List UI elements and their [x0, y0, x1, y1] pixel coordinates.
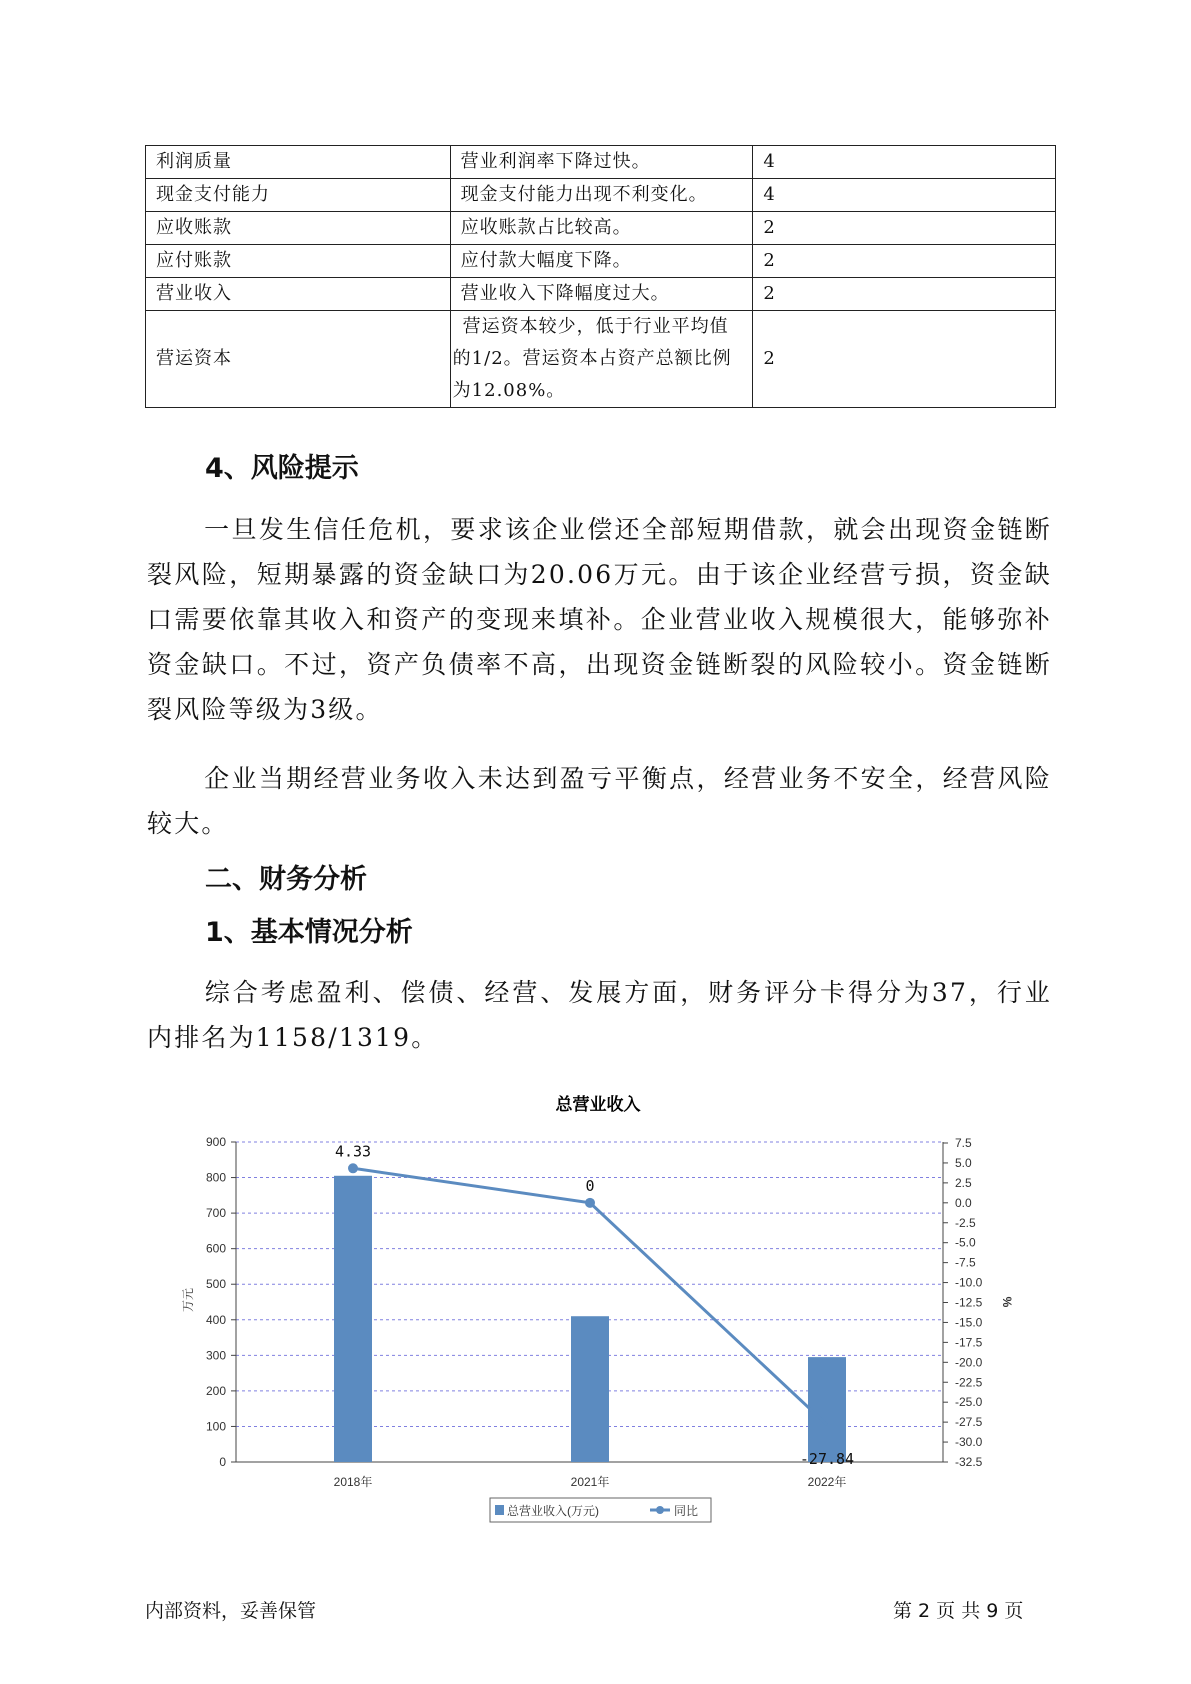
- y2-tick-label: -22.5: [955, 1375, 983, 1390]
- table-cell-level: 2: [753, 212, 1056, 245]
- table-cell-desc: 现金支付能力出现不利变化。: [450, 179, 753, 212]
- y2-tick-label: 5.0: [955, 1155, 972, 1170]
- paragraph-text: 企业当期经营业务收入未达到盈亏平衡点，经营业务不安全，经营风险较大。: [147, 764, 1052, 838]
- footer-note: 内部资料，妥善保管: [145, 1600, 317, 1622]
- y-tick-label: 900: [205, 1135, 226, 1149]
- x-tick-label: 2022年: [807, 1475, 847, 1489]
- bar: [808, 1357, 846, 1462]
- x-tick-label: 2021年: [570, 1475, 610, 1489]
- bar: [571, 1316, 609, 1462]
- y2-tick-label: -20.0: [955, 1355, 983, 1370]
- chart-title: 总营业收入: [555, 1095, 641, 1115]
- y2-tick-label: 7.5: [955, 1136, 972, 1150]
- y-tick-label: 500: [205, 1277, 226, 1292]
- table-cell-desc-line: 为12.08%。: [452, 380, 566, 401]
- table-cell-desc: 应付款大幅度下降。: [450, 245, 753, 278]
- table-cell-item: 利润质量: [146, 146, 451, 179]
- section-heading: 二、财务分析: [205, 864, 367, 895]
- page-number: 第 2 页 共 9 页: [893, 1600, 1024, 1622]
- bar: [334, 1176, 372, 1462]
- table-cell-item: 应付账款: [146, 245, 451, 278]
- y2-tick-label: -5.0: [955, 1235, 976, 1250]
- table-cell-desc: 营业收入下降幅度过大。: [450, 278, 753, 311]
- paragraph-text: 综合考虑盈利、偿债、经营、发展方面，财务评分卡得分为37，行业内排名为1158/1319。: [147, 978, 1052, 1052]
- y2-tick-label: -25.0: [955, 1395, 983, 1410]
- y-tick-label: 0: [219, 1455, 226, 1469]
- y-tick-label: 200: [205, 1383, 226, 1398]
- legend-swatch-bar: [495, 1505, 504, 1515]
- table-row: [146, 245, 1056, 278]
- table-cell-level: 2: [753, 278, 1056, 311]
- table-cell-desc: [450, 311, 753, 408]
- y2-tick-label: -30.0: [955, 1435, 983, 1450]
- section-heading: 4、风险提示: [205, 453, 359, 484]
- table-cell-level: 4: [753, 146, 1056, 179]
- data-label: 0: [585, 1176, 595, 1195]
- y2-axis-label: %: [1000, 1296, 1014, 1308]
- table-cell-level: 2: [753, 245, 1056, 278]
- y2-tick-label: -7.5: [955, 1255, 976, 1270]
- y2-tick-label: -2.5: [955, 1215, 976, 1230]
- y2-tick-label: 2.5: [955, 1175, 972, 1190]
- y-tick-label: 300: [205, 1348, 226, 1363]
- legend-label: 同比: [674, 1504, 699, 1518]
- paragraph: [147, 507, 1052, 732]
- table-cell-desc: 营业利润率下降过快。: [450, 146, 753, 179]
- paragraph: [147, 970, 1052, 1060]
- y-tick-label: 400: [205, 1312, 226, 1327]
- y2-tick-label: -15.0: [955, 1315, 983, 1330]
- y-axis-label: 万元: [181, 1287, 195, 1313]
- y2-tick-label: -10.0: [955, 1275, 983, 1290]
- table-cell-item: 营运资本: [146, 311, 451, 408]
- y-tick-label: 700: [205, 1206, 226, 1221]
- y2-tick-label: 0.0: [955, 1195, 972, 1210]
- chart-legend: [490, 1498, 711, 1522]
- paragraph-text: 一旦发生信任危机，要求该企业偿还全部短期借款，就会出现资金链断裂风险，短期暴露的资金缺口为20.06万元。由于该企业经营亏损，资金缺口需要依靠其收入和资产的变现来填补。企业营业收入规模很大，能够弥补资金缺口。不过，资产负债率不高，出现资金链断裂的风险较小。资金链断裂风险等级为3级。: [147, 515, 1052, 724]
- revenue-chart: [0, 1080, 1191, 1540]
- table-row: [146, 146, 1056, 179]
- data-label: 4.33: [334, 1142, 372, 1161]
- y-tick-label: 100: [205, 1419, 226, 1434]
- line-point: [348, 1163, 358, 1173]
- table-cell-desc: 应收账款占比较高。: [450, 212, 753, 245]
- table-cell-item: 现金支付能力: [146, 179, 451, 212]
- x-tick-label: 2018年: [333, 1475, 373, 1489]
- y2-tick-label: -12.5: [955, 1295, 983, 1310]
- legend-swatch-point: [656, 1506, 664, 1514]
- y2-tick-label: -32.5: [955, 1455, 983, 1469]
- line-point: [585, 1198, 595, 1208]
- risk-table: [145, 145, 1056, 408]
- table-row: [146, 278, 1056, 311]
- table-cell-desc-line: 营运资本较少，低于行业平均值: [462, 316, 729, 337]
- legend-label: 总营业收入(万元): [507, 1504, 599, 1518]
- table-row: [146, 311, 1056, 408]
- table-cell-desc-line: 的1/2。营运资本占资产总额比例: [452, 348, 732, 369]
- y-tick-label: 800: [205, 1170, 226, 1185]
- table-cell-level: 4: [753, 179, 1056, 212]
- table-row: [146, 212, 1056, 245]
- sub-heading: 1、基本情况分析: [205, 917, 413, 948]
- table-cell-level: 2: [753, 311, 1056, 408]
- table-cell-item: 应收账款: [146, 212, 451, 245]
- data-label: -27.84: [799, 1449, 855, 1468]
- y2-tick-label: -17.5: [955, 1335, 983, 1350]
- y-tick-label: 600: [205, 1241, 226, 1256]
- table-cell-item: 营业收入: [146, 278, 451, 311]
- y2-tick-label: -27.5: [955, 1415, 983, 1430]
- paragraph: [147, 756, 1052, 846]
- table-row: [146, 179, 1056, 212]
